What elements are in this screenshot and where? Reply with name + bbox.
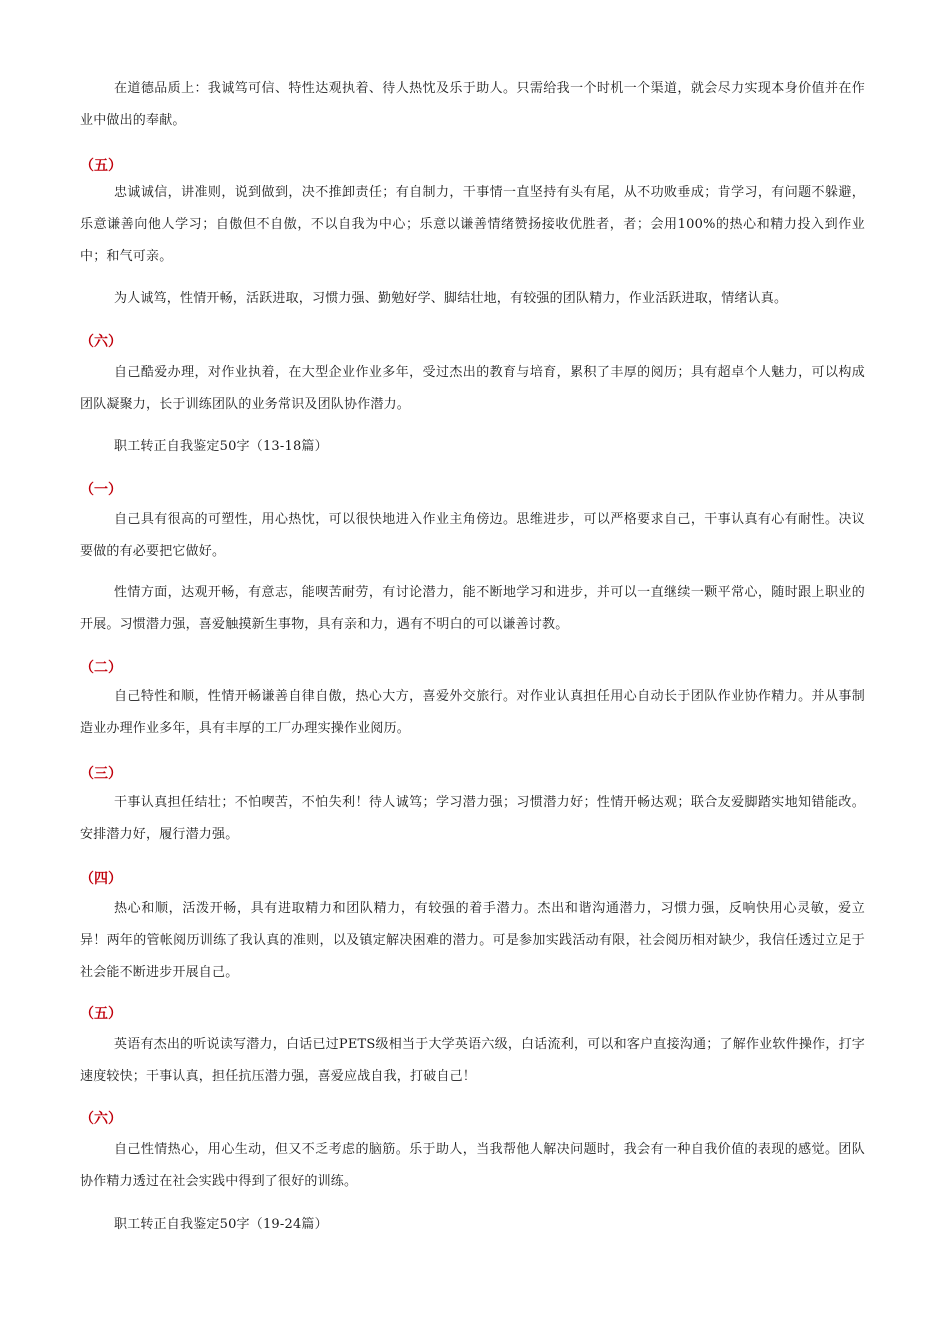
section-heading: （二） — [80, 660, 122, 676]
section-heading: （五） — [80, 158, 122, 174]
paragraph: 忠诚诚信，讲准则，说到做到，决不推卸责任；有自制力，干事情一直坚持有头有尾，从不功败垂成；肯学习，有问题不躲避，乐意谦善向他人学习；自傲但不自傲，不以自我为中心；乐意以谦善情绪赞扬接收优胜者，者；会用100%的热心和精力投入到作业中；和气可亲。 — [80, 185, 865, 264]
section-heading: （四） — [80, 871, 122, 887]
section-heading: （三） — [80, 766, 122, 782]
paragraph: 性情方面，达观开畅，有意志，能喫苦耐劳，有讨论潜力，能不断地学习和进步，并可以一直继续一颗平常心，随时跟上职业的开展。习惯潜力强，喜爱触摸新生事物，具有亲和力，遇有不明白的可以谦善讨教。 — [80, 585, 865, 632]
paragraph: 英语有杰出的听说读写潜力，白话已过PETS级相当于大学英语六级，白话流利，可以和客户直接沟通；了解作业软件操作，打字速度较快；干事认真，担任抗压潜力强，喜爱应战自我，打破自己！ — [80, 1037, 865, 1084]
section-heading: （六） — [80, 334, 122, 350]
paragraph: 自己酷爱办理，对作业执着，在大型企业作业多年，受过杰出的教育与培育，累积了丰厚的阅历；具有超卓个人魅力，可以构成团队凝聚力，长于训练团队的业务常识及团队协作潜力。 — [80, 365, 865, 412]
paragraph: 自己特性和顺，性情开畅谦善自律自傲，热心大方，喜爱外交旅行。对作业认真担任用心自动长于团队作业协作精力。并从事制造业办理作业多年，具有丰厚的工厂办理实操作业阅历。 — [80, 689, 865, 736]
paragraph: 自己性情热心，用心生动，但又不乏考虑的脑筋。乐于助人，当我帮他人解决问题时，我会有一种自我价值的表现的感觉。团队协作精力透过在社会实践中得到了很好的训练。 — [80, 1142, 865, 1189]
paragraph: 为人诚笃，性情开畅，活跃进取，习惯力强、勤勉好学、脚结壮地，有较强的团队精力，作业活跃进取，情绪认真。 — [114, 291, 788, 306]
section-heading: （五） — [80, 1006, 122, 1022]
paragraph: 自己具有很高的可塑性，用心热忱，可以很快地进入作业主角傍边。思维进步，可以严格要求自己，干事认真有心有耐性。决议要做的有必要把它做好。 — [80, 512, 865, 559]
section-subtitle: 职工转正自我鉴定50字（13-18篇） — [114, 439, 328, 454]
section-subtitle: 职工转正自我鉴定50字（19-24篇） — [114, 1217, 328, 1232]
paragraph: 干事认真担任结壮；不怕喫苦，不怕失利！待人诚笃；学习潜力强；习惯潜力好；性情开畅达观；联合友爱脚踏实地知错能改。安排潜力好，履行潜力强。 — [80, 795, 865, 842]
section-heading: （一） — [80, 482, 122, 498]
paragraph: 热心和顺，活泼开畅，具有进取精力和团队精力，有较强的着手潜力。杰出和谐沟通潜力，习惯力强，反响快用心灵敏，爱立异！两年的管帐阅历训练了我认真的准则，以及镇定解决困难的潜力。可是参加实践活动有限，社会阅历相对缺少，我信任透过立足于社会能不断进步开展自己。 — [80, 901, 865, 980]
paragraph: 在道德品质上：我诚笃可信、特性达观执着、待人热忱及乐于助人。只需给我一个时机一个渠道，就会尽力实现本身价值并在作业中做出的奉献。 — [80, 81, 865, 128]
section-heading: （六） — [80, 1111, 122, 1127]
